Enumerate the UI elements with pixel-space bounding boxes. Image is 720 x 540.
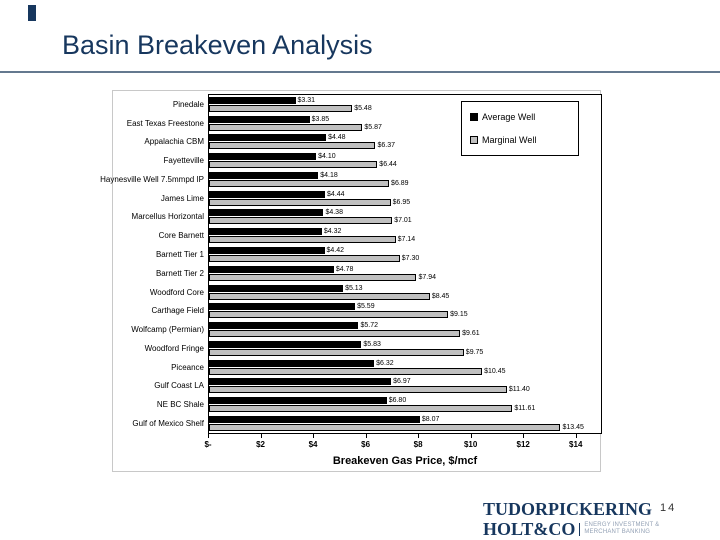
bar-value-label: $6.37 (377, 142, 395, 150)
bar-average-well (209, 209, 323, 216)
bar-value-label: $4.10 (318, 153, 336, 161)
category-label: Core Barnett (158, 231, 204, 241)
bar-average-well (209, 134, 326, 141)
bar-line (209, 285, 601, 292)
bar-value-label: $5.59 (357, 303, 375, 311)
x-axis-tick-label: $10 (463, 440, 478, 449)
bar-value-label: $9.75 (465, 348, 484, 356)
bar-average-well (209, 153, 316, 160)
logo-line1: TUDORPICKERING (483, 499, 653, 519)
bar-line (209, 217, 601, 224)
bar-row (209, 264, 601, 283)
bar-value-label: $4.38 (325, 209, 343, 217)
bar-row (209, 339, 601, 358)
bar-value-label: $7.30 (401, 255, 420, 262)
category-label: Woodford Fringe (144, 343, 204, 353)
bar-line (209, 405, 601, 412)
category-label: Fayetteville (163, 156, 204, 166)
bar-marginal-well (209, 424, 560, 431)
bar-average-well (209, 322, 358, 329)
bar-line (209, 247, 601, 254)
bar-marginal-well (209, 368, 482, 375)
x-axis-tick (418, 434, 419, 438)
x-axis-tick-label: $2 (256, 440, 265, 449)
bar-average-well (209, 172, 318, 179)
bar-marginal-well (209, 255, 400, 262)
bar-average-well (209, 191, 325, 198)
bar-marginal-well (209, 236, 396, 243)
bar-line (209, 209, 601, 216)
bar-value-label: $8.07 (421, 415, 440, 423)
bar-value-label: $7.14 (397, 236, 416, 244)
bar-average-well (209, 116, 310, 123)
bar-value-label: $7.01 (394, 217, 412, 225)
bar-value-label: $4.18 (320, 171, 338, 179)
top-left-accent-bar (28, 5, 36, 21)
logo-tagline-line1: ENERGY INVESTMENT & (584, 521, 660, 528)
bar-value-label: $5.72 (360, 322, 378, 330)
bar-line (209, 293, 601, 300)
bar-average-well (209, 285, 343, 292)
legend-marker-icon (470, 113, 478, 121)
bar-value-label: $3.85 (311, 115, 330, 123)
bar-line (209, 236, 601, 243)
category-label: James Lime (160, 193, 204, 203)
logo-tagline-line2: MERCHANT BANKING (584, 529, 651, 535)
category-label: Pinedale (172, 99, 204, 109)
bar-line (209, 416, 601, 423)
bar-line (209, 172, 601, 179)
category-label: Gulf Coast LA (154, 381, 204, 391)
bar-marginal-well (209, 405, 512, 412)
bar-row (209, 414, 601, 433)
x-axis-tick (313, 434, 314, 438)
x-axis-tick-label: $6 (361, 440, 371, 449)
legend-marker-icon (470, 136, 478, 144)
bar-row (209, 283, 601, 302)
bar-marginal-well (209, 124, 362, 131)
title-divider-line (0, 71, 720, 73)
category-label: Marcellus Horizontal (131, 212, 204, 222)
x-axis-tick (366, 434, 367, 438)
bar-value-label: $13.45 (562, 423, 584, 431)
bar-marginal-well (209, 330, 460, 337)
bar-value-label: $6.44 (379, 161, 397, 169)
bar-row (209, 376, 601, 395)
logo-holt-co: HOLT&CO (483, 519, 576, 539)
bar-marginal-well (209, 180, 389, 187)
bar-line (209, 360, 601, 367)
bar-average-well (209, 228, 322, 235)
legend-label: Marginal Well (482, 135, 537, 145)
tudor-pickering-holt-logo (483, 500, 659, 538)
x-axis-tick (471, 434, 472, 438)
x-axis-tick (208, 434, 209, 438)
bar-value-label: $6.80 (388, 397, 407, 405)
bar-value-label: $6.89 (391, 179, 409, 187)
bar-value-label: $6.97 (393, 378, 411, 386)
bar-value-label: $5.83 (363, 340, 381, 348)
bar-value-label: $4.48 (328, 134, 346, 142)
bar-value-label: $5.48 (354, 104, 372, 112)
bar-row (209, 189, 601, 208)
bar-average-well (209, 341, 361, 348)
x-axis-tick-label: $14 (569, 440, 583, 449)
bar-average-well (209, 397, 387, 404)
category-label: Haynesville Well 7.5mmpd IP (100, 174, 204, 184)
bar-line (209, 255, 601, 262)
breakeven-bar-chart (100, 90, 601, 472)
bar-row (209, 208, 601, 227)
bar-line (209, 349, 601, 356)
bar-average-well (209, 247, 325, 254)
x-axis-title: Breakeven Gas Price, $/mcf (332, 455, 478, 467)
category-label: East Texas Freestone (126, 118, 204, 128)
x-axis-tick-label: $- (204, 440, 212, 449)
bar-value-label: $5.13 (345, 284, 363, 292)
bar-value-label: $5.87 (364, 123, 382, 131)
bar-row (209, 395, 601, 414)
bar-average-well (209, 416, 420, 423)
bar-line (209, 322, 601, 329)
bar-marginal-well (209, 217, 392, 224)
x-axis-tick (576, 434, 577, 438)
bar-value-label: $8.45 (431, 292, 450, 300)
category-label: Woodford Core (149, 287, 204, 297)
bar-value-label: $4.42 (326, 247, 345, 254)
bar-value-label: $3.31 (297, 96, 316, 104)
bar-average-well (209, 360, 374, 367)
bar-value-label: $10.45 (484, 367, 506, 375)
bar-line (209, 424, 601, 431)
category-axis-labels (100, 95, 208, 433)
bar-marginal-well (209, 105, 352, 112)
x-axis-tick (523, 434, 524, 438)
bar-line (209, 191, 601, 198)
category-label: Piceance (171, 362, 204, 372)
plot-area (208, 94, 602, 434)
bar-average-well (209, 97, 296, 104)
bar-value-label: $9.15 (450, 311, 468, 319)
bar-value-label: $9.61 (462, 330, 480, 338)
category-label: Barnett Tier 2 (155, 268, 204, 278)
bar-marginal-well (209, 199, 391, 206)
chart-legend (461, 101, 579, 156)
x-axis (204, 434, 602, 456)
bar-line (209, 378, 601, 385)
logo-line2 (483, 520, 659, 538)
bar-marginal-well (209, 311, 448, 318)
bar-marginal-well (209, 386, 507, 393)
category-label: Carthage Field (151, 306, 204, 316)
x-axis-tick-label: $4 (308, 440, 318, 449)
bar-row (209, 320, 601, 339)
bar-row (209, 301, 601, 320)
bar-line (209, 341, 601, 348)
category-label: NE BC Shale (156, 400, 204, 410)
page-number: 14 (660, 502, 677, 514)
page-title: Basin Breakeven Analysis (62, 30, 373, 60)
category-label: Wolfcamp (Permian) (131, 325, 204, 335)
legend-entry (470, 135, 570, 145)
bar-marginal-well (209, 161, 377, 168)
bar-value-label: $6.95 (392, 198, 411, 206)
category-label: Barnett Tier 1 (155, 250, 204, 259)
x-axis-tick-label: $8 (413, 440, 423, 449)
bar-value-label: $6.32 (376, 359, 394, 367)
bar-line (209, 397, 601, 404)
bar-value-label: $4.44 (327, 190, 345, 198)
bar-row (209, 226, 601, 245)
logo-tagline (584, 522, 659, 536)
bar-line (209, 330, 601, 337)
bar-value-label: $7.94 (418, 273, 437, 281)
bar-line (209, 368, 601, 375)
legend-label: Average Well (482, 112, 536, 122)
bar-average-well (209, 378, 391, 385)
bar-row (209, 170, 601, 189)
bar-marginal-well (209, 293, 430, 300)
bar-line (209, 274, 601, 281)
bar-line (209, 180, 601, 187)
bar-marginal-well (209, 274, 416, 281)
bar-line (209, 303, 601, 310)
bar-value-label: $4.32 (323, 228, 342, 236)
logo-divider (579, 523, 580, 536)
bar-line (209, 266, 601, 273)
legend-entry (470, 112, 570, 122)
bar-value-label: $4.78 (335, 265, 354, 273)
bar-marginal-well (209, 349, 464, 356)
bar-average-well (209, 303, 355, 310)
bar-line (209, 228, 601, 235)
bar-value-label: $11.61 (514, 405, 536, 413)
bar-row (209, 245, 601, 264)
bar-average-well (209, 266, 334, 273)
bar-line (209, 199, 601, 206)
bar-marginal-well (209, 142, 375, 149)
x-axis-tick (261, 434, 262, 438)
bar-line (209, 161, 601, 168)
category-label: Appalachia CBM (144, 137, 204, 147)
x-axis-tick-label: $12 (516, 440, 530, 449)
bar-line (209, 311, 601, 318)
bar-row (209, 358, 601, 377)
category-label: Gulf of Mexico Shelf (132, 418, 204, 428)
bar-value-label: $11.40 (508, 386, 530, 394)
bar-line (209, 386, 601, 393)
